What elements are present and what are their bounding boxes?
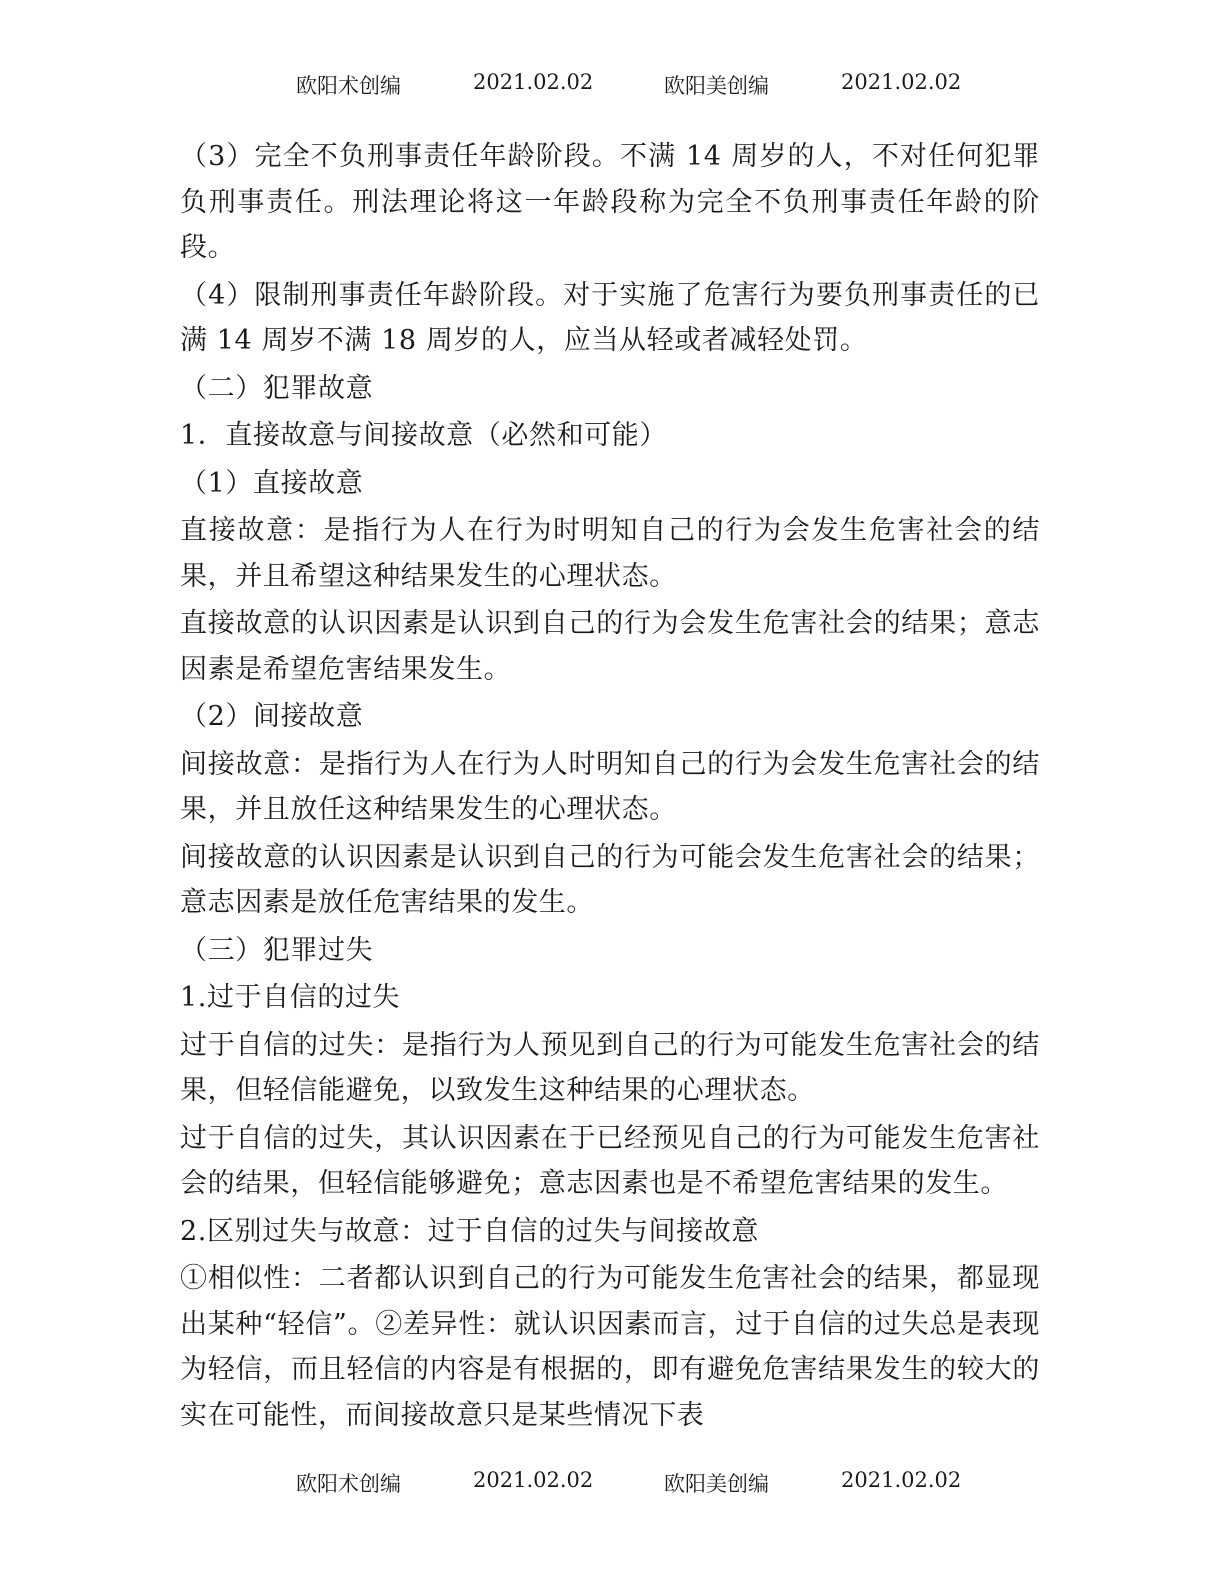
heading-indirect-intent: （2）间接故意 (180, 701, 364, 732)
header-author-1: 欧阳术创编 (296, 74, 401, 98)
header-author-2: 欧阳美创编 (664, 74, 769, 98)
document-body (180, 134, 1040, 1440)
heading-criminal-negligence: （三）犯罪过失 (180, 934, 374, 966)
paragraph-overconfident-factors: 过于自信的过失，其认识因素在于已经预见自己的行为可能发生危害社会的结果，但轻信能够避免；意志因素也是不希望危害结果的发生。 (180, 1122, 1040, 1199)
heading-negligence-vs-intent: 2.区别过失与故意：过于自信的过失与间接故意 (180, 1215, 759, 1247)
header-date-1: 2021.02.02 (473, 70, 594, 94)
paragraph-age-stage-4: （4）限制刑事责任年龄阶段。对于实施了危害行为要负刑事责任的已满 14 周岁不满 18 周岁的人，应当从轻或者减轻处罚。 (180, 279, 1040, 356)
paragraph-similarity-difference: ①相似性：二者都认识到自己的行为可能发生危害社会的结果，都显现出某种“轻信”。②差异性：就认识因素而言，过于自信的过失总是表现为轻信，而且轻信的内容是有根据的，即有避免危害结果发生的较大的实在可能性，而间接故意只是某些情况下表 (180, 1263, 1040, 1431)
paragraph-direct-intent-definition: 直接故意：是指行为人在行为时明知自己的行为会发生危害社会的结果，并且希望这种结果发生的心理状态。 (180, 515, 1040, 592)
footer-date-2: 2021.02.02 (841, 1468, 962, 1492)
page-footer (0, 1468, 1224, 1588)
header-date-2: 2021.02.02 (841, 70, 962, 94)
heading-direct-intent: （1）直接故意 (180, 467, 364, 499)
paragraph-indirect-intent-definition: 间接故意：是指行为人在行为人时明知自己的行为会发生危害社会的结果，并且放任这种结果发生的心理状态。 (180, 748, 1040, 825)
footer-date-1: 2021.02.02 (473, 1468, 594, 1492)
paragraph-age-stage-3: （3）完全不负刑事责任年龄阶段。不满 14 周岁的人，不对任何犯罪负刑事责任。刑法理论将这一年龄段称为完全不负刑事责任年龄的阶段。 (180, 141, 1040, 263)
heading-overconfident-negligence: 1.过于自信的过失 (180, 982, 401, 1013)
footer-author-1: 欧阳术创编 (296, 1472, 401, 1496)
paragraph-direct-intent-factors: 直接故意的认识因素是认识到自己的行为会发生危害社会的结果；意志因素是希望危害结果发生。 (180, 608, 1040, 685)
paragraph-overconfident-definition: 过于自信的过失：是指行为人预见到自己的行为可能发生危害社会的结果，但轻信能避免，以致发生这种结果的心理状态。 (180, 1029, 1040, 1106)
heading-direct-indirect-intent: 1．直接故意与间接故意（必然和可能） (180, 420, 667, 451)
heading-criminal-intent: （二）犯罪故意 (180, 372, 374, 404)
paragraph-indirect-intent-factors: 间接故意的认识因素是认识到自己的行为可能会发生危害社会的结果；意志因素是放任危害结果的发生。 (180, 841, 1040, 918)
footer-author-2: 欧阳美创编 (664, 1472, 769, 1496)
